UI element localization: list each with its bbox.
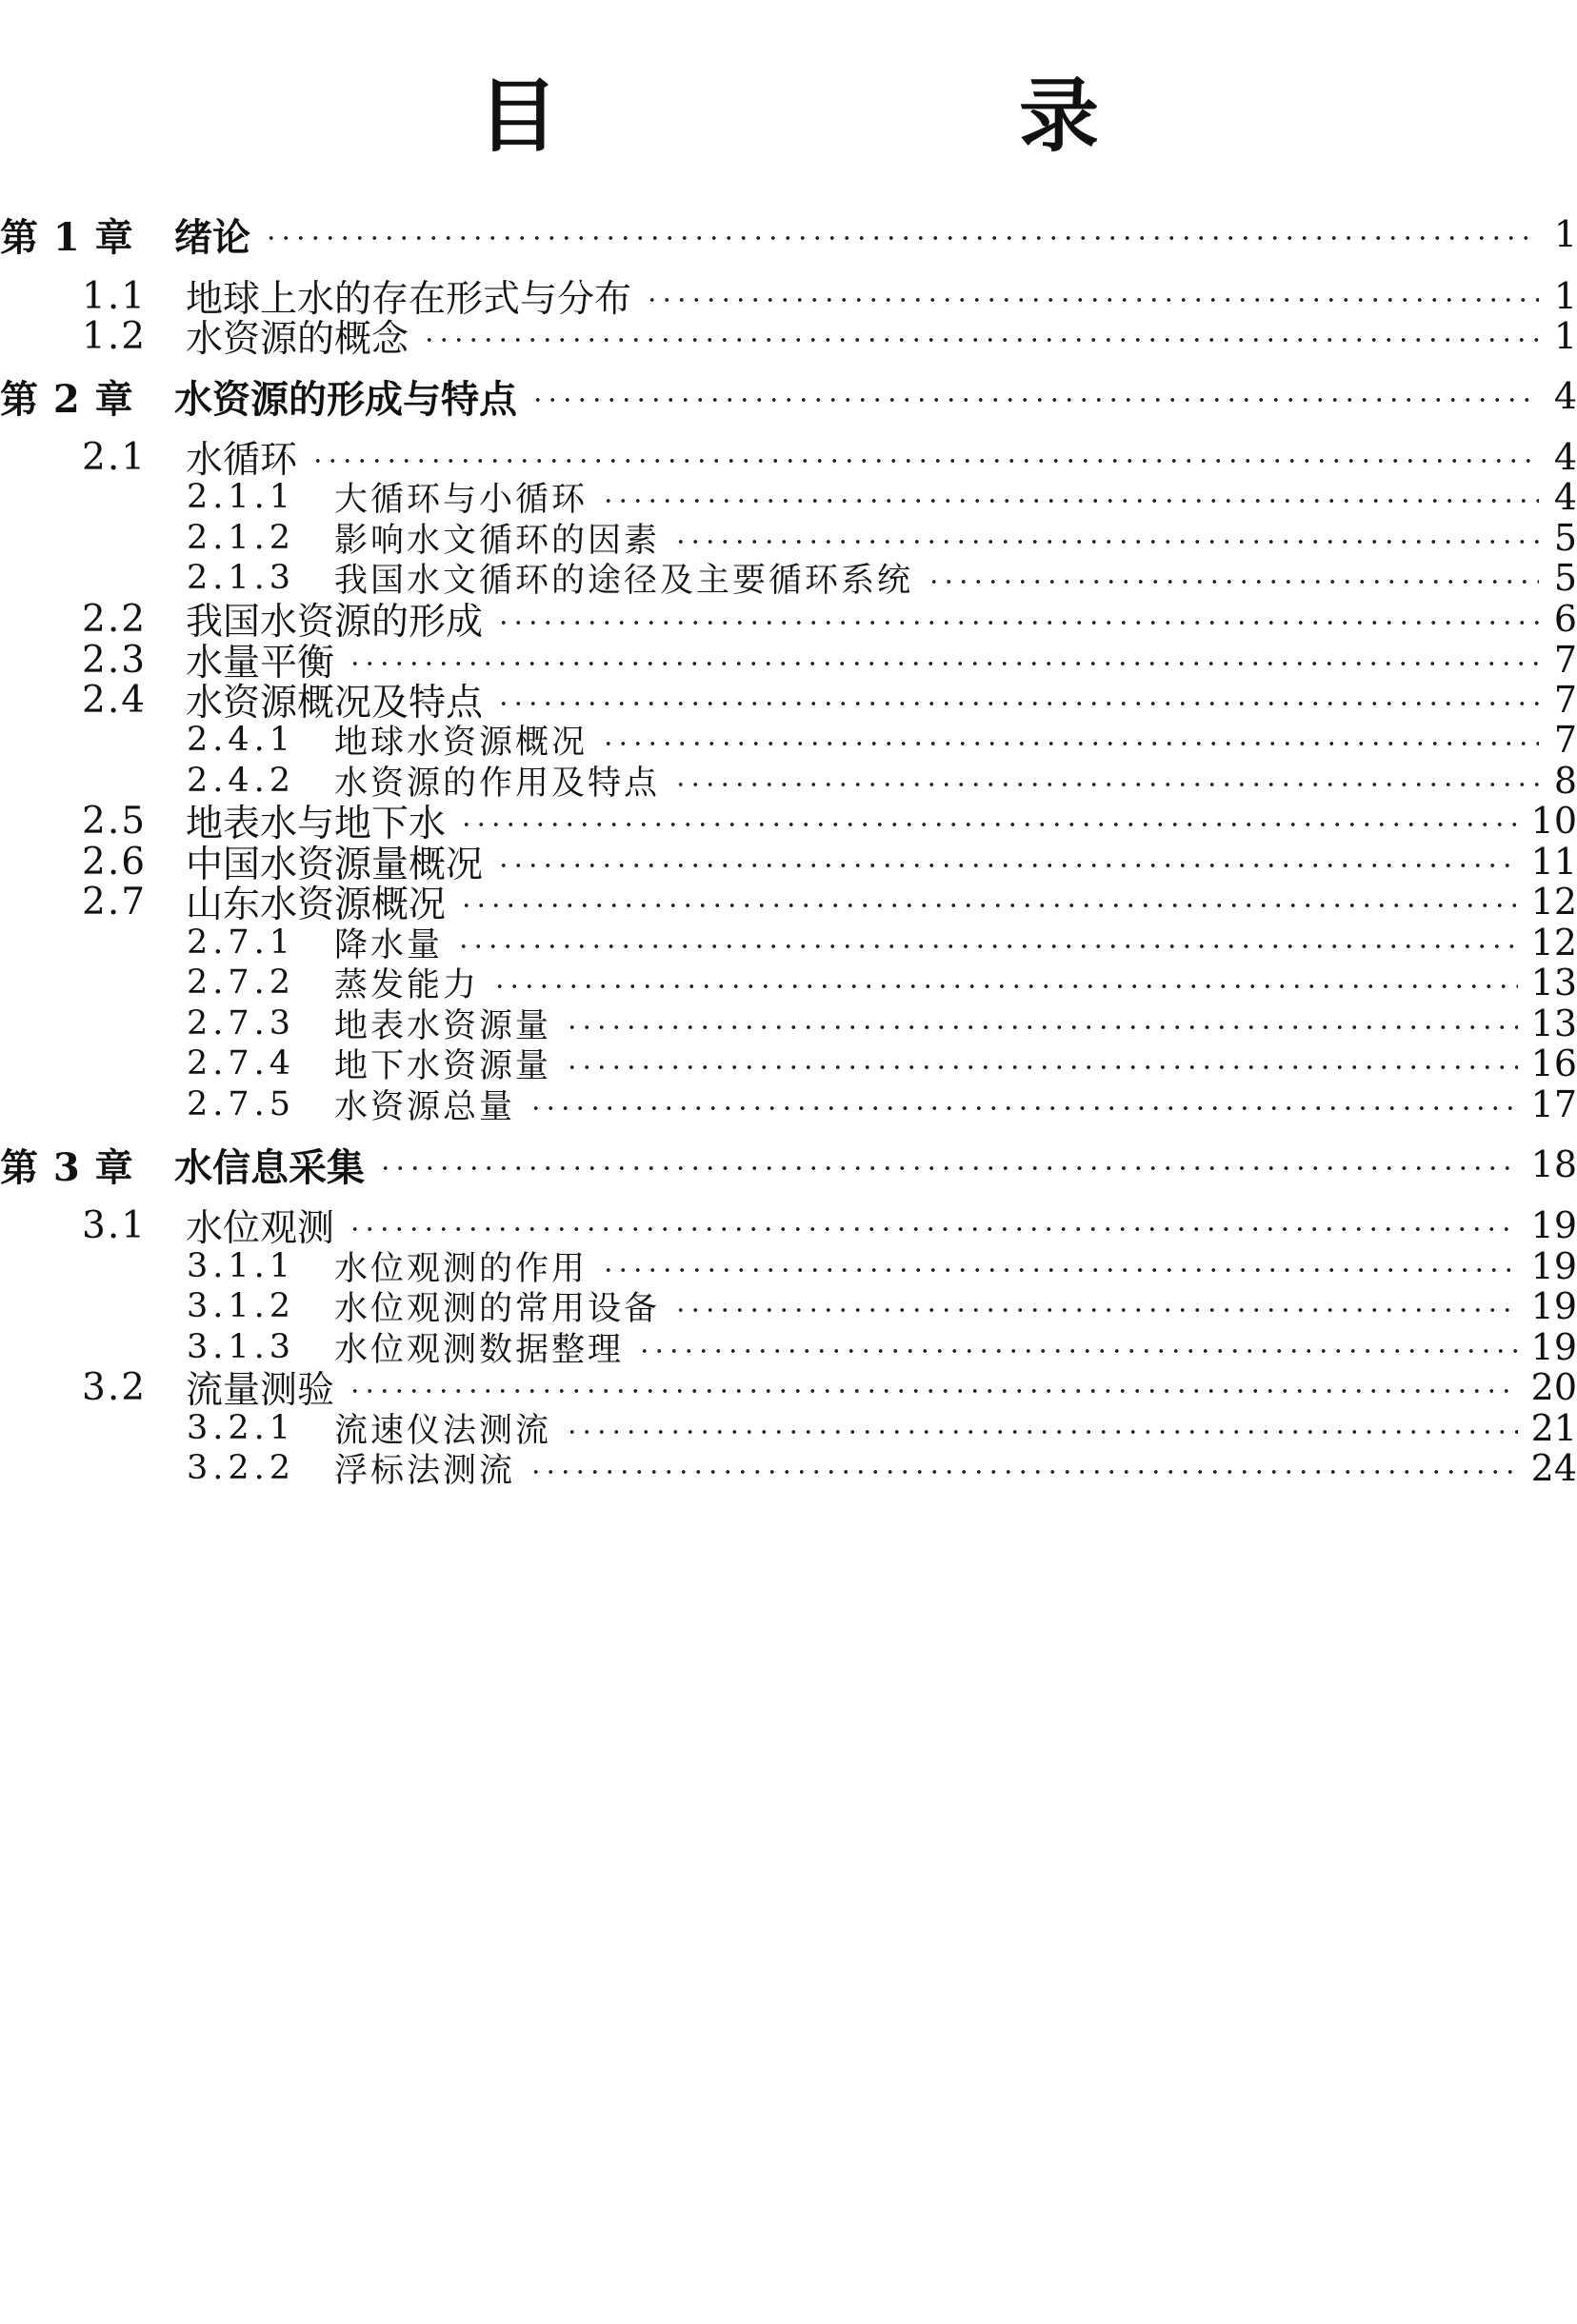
dot-leader xyxy=(601,498,1539,504)
toc-page-number: 17 xyxy=(1530,1083,1577,1125)
toc-number: 2.1 xyxy=(82,435,148,479)
toc-number: 2.7.2 xyxy=(187,963,296,1002)
toc-page-number: 16 xyxy=(1530,1043,1577,1084)
toc-page-number: 7 xyxy=(1553,679,1577,721)
toc-page-number: 11 xyxy=(1530,841,1577,883)
toc-title: 影响水文循环的因素 xyxy=(334,522,661,560)
toc-page-number: 5 xyxy=(1553,557,1577,599)
toc-title: 地表水与地下水 xyxy=(186,803,447,845)
toc-title: 水资源概况及特点 xyxy=(186,682,484,725)
toc-title: 流速仪法测流 xyxy=(334,1412,552,1450)
toc-title: 大循环与小循环 xyxy=(334,481,589,519)
toc-page-number: 19 xyxy=(1530,1326,1577,1368)
dot-leader xyxy=(459,822,1518,827)
toc-page-number: 19 xyxy=(1530,1204,1577,1246)
toc-number: 2.7 xyxy=(82,880,148,924)
dot-leader xyxy=(496,701,1539,706)
dot-leader xyxy=(496,620,1539,626)
toc-page-number: 13 xyxy=(1530,962,1577,1003)
toc-page-number: 6 xyxy=(1553,598,1577,640)
toc-number: 2.6 xyxy=(82,840,148,884)
toc-number: 2.1.3 xyxy=(187,559,296,597)
dot-leader xyxy=(927,579,1539,585)
toc-title: 地球上水的存在形式与分布 xyxy=(186,278,632,321)
toc-number: 3.2 xyxy=(82,1365,148,1409)
toc-number: 3.1 xyxy=(82,1203,148,1247)
toc-title: 水资源总量 xyxy=(334,1088,516,1126)
toc-title: 水位观测 xyxy=(186,1207,335,1250)
dot-leader xyxy=(492,983,1518,989)
toc-title: 浮标法测流 xyxy=(334,1452,516,1490)
dot-leader xyxy=(673,782,1539,787)
dot-leader xyxy=(673,1307,1518,1313)
toc-chapter[interactable] xyxy=(0,1141,1577,1188)
dot-leader xyxy=(310,458,1539,464)
toc-number: 3.2.1 xyxy=(187,1409,296,1447)
dot-leader xyxy=(673,539,1539,545)
toc-page-number: 4 xyxy=(1553,476,1577,518)
toc-number: 第 2 章 xyxy=(0,376,134,422)
toc-number: 2.5 xyxy=(82,799,148,843)
dot-leader xyxy=(264,235,1539,241)
toc-number: 2.1.1 xyxy=(187,478,296,516)
dot-leader xyxy=(601,1267,1518,1273)
toc-title: 降水量 xyxy=(334,926,444,964)
dot-leader xyxy=(565,1429,1518,1435)
toc-title: 地表水资源量 xyxy=(334,1007,552,1045)
toc-number: 第 1 章 xyxy=(0,214,134,260)
toc-title: 水位观测数据整理 xyxy=(334,1331,625,1369)
toc-number: 2.7.1 xyxy=(187,924,296,962)
toc-page-number: 1 xyxy=(1553,315,1577,357)
toc-page-number: 24 xyxy=(1530,1447,1577,1489)
toc-title: 我国水文循环的途径及主要循环系统 xyxy=(334,562,914,600)
dot-leader xyxy=(645,297,1539,303)
toc-page-number: 4 xyxy=(1553,375,1577,417)
toc-title: 水循环 xyxy=(186,439,298,482)
toc-number: 2.7.5 xyxy=(187,1085,296,1123)
toc-title: 水位观测的作用 xyxy=(334,1250,589,1288)
dot-leader xyxy=(529,1105,1518,1111)
toc-title: 山东水资源概况 xyxy=(186,884,447,926)
toc-number: 2.3 xyxy=(82,638,148,682)
toc-page-number: 4 xyxy=(1553,436,1577,478)
toc-title: 水位观测的常用设备 xyxy=(334,1290,661,1328)
toc-number: 1.2 xyxy=(82,314,148,358)
dot-leader xyxy=(529,1469,1518,1475)
toc-title: 地球水资源概况 xyxy=(334,724,589,762)
dot-leader xyxy=(530,397,1539,403)
toc-chapter[interactable] xyxy=(0,372,1577,420)
dot-leader xyxy=(456,944,1518,949)
dot-leader xyxy=(637,1348,1518,1354)
toc-title: 地下水资源量 xyxy=(334,1047,552,1085)
toc-number: 2.4.1 xyxy=(187,721,296,759)
toc-title: 水资源的概念 xyxy=(186,318,409,361)
toc-number: 2.4 xyxy=(82,678,148,722)
toc-title: 水信息采集 xyxy=(174,1144,365,1190)
dot-leader xyxy=(378,1165,1518,1171)
toc-number: 2.1.2 xyxy=(187,519,296,557)
toc-number: 2.2 xyxy=(82,597,148,641)
toc-page-number: 12 xyxy=(1530,881,1577,923)
dot-leader xyxy=(601,741,1539,746)
toc-page-number: 5 xyxy=(1553,517,1577,559)
toc-number: 2.7.4 xyxy=(187,1044,296,1083)
toc-title: 水资源的作用及特点 xyxy=(334,765,661,803)
toc-subsection[interactable] xyxy=(0,1444,1577,1492)
dot-leader xyxy=(348,661,1539,666)
dot-leader xyxy=(348,1388,1518,1394)
toc-title: 我国水资源的形成 xyxy=(186,601,484,644)
toc-page-number: 1 xyxy=(1553,213,1577,255)
toc-number: 3.1.1 xyxy=(187,1247,296,1285)
dot-leader xyxy=(496,863,1518,868)
toc-page-number: 19 xyxy=(1530,1285,1577,1327)
toc-page-number: 19 xyxy=(1530,1245,1577,1287)
toc-page-number: 10 xyxy=(1530,800,1577,842)
toc-page-number: 7 xyxy=(1553,639,1577,681)
toc-page-number: 1 xyxy=(1553,275,1577,317)
toc-section[interactable] xyxy=(0,312,1577,360)
toc-title: 水量平衡 xyxy=(186,642,335,685)
dot-leader xyxy=(565,1024,1518,1030)
toc-number: 3.1.2 xyxy=(187,1287,296,1325)
toc-number: 3.1.3 xyxy=(187,1328,296,1366)
dot-leader xyxy=(348,1226,1518,1232)
toc-title: 蒸发能力 xyxy=(334,966,480,1004)
toc-page-number: 7 xyxy=(1553,719,1577,761)
toc-number: 2.4.2 xyxy=(187,762,296,800)
toc-title: 绪论 xyxy=(174,214,250,260)
toc-page-number: 13 xyxy=(1530,1003,1577,1044)
toc-page-number: 8 xyxy=(1553,760,1577,802)
toc-number: 第 3 章 xyxy=(0,1144,134,1190)
toc-page-number: 12 xyxy=(1530,922,1577,963)
toc-subsection[interactable] xyxy=(0,1081,1577,1128)
toc-page-number: 18 xyxy=(1530,1143,1577,1185)
dot-leader xyxy=(565,1064,1518,1070)
toc-number: 1.1 xyxy=(82,274,148,318)
toc-chapter[interactable] xyxy=(0,210,1577,258)
toc-title: 流量测验 xyxy=(186,1369,335,1412)
toc-title: 中国水资源量概况 xyxy=(186,844,484,886)
toc-number: 3.2.2 xyxy=(187,1449,296,1487)
toc-number: 2.7.3 xyxy=(187,1004,296,1043)
dot-leader xyxy=(422,337,1539,343)
toc-title: 水资源的形成与特点 xyxy=(174,376,517,422)
dot-leader xyxy=(459,903,1518,908)
toc-page-number: 21 xyxy=(1530,1407,1577,1449)
toc-page-number: 20 xyxy=(1530,1366,1577,1408)
page-title: 目 录 xyxy=(477,69,1289,163)
